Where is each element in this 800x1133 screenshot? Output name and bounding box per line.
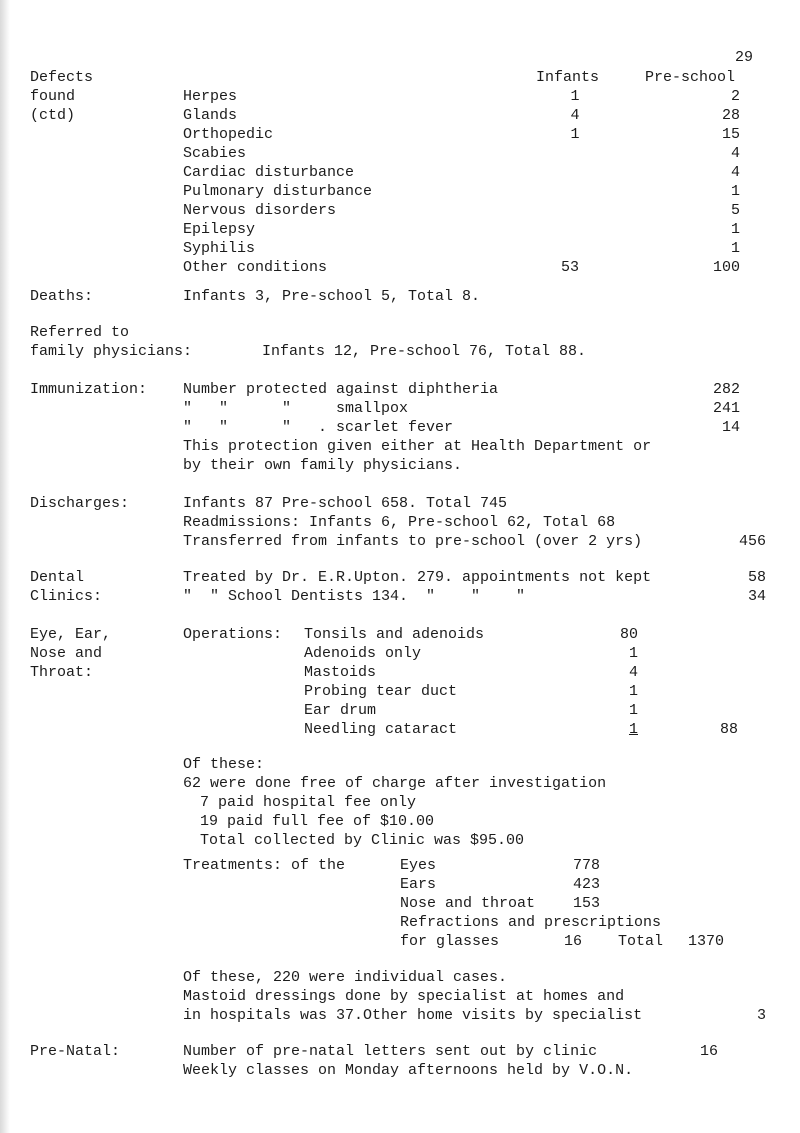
dental-label-line-1: Dental: [30, 569, 85, 586]
column-header-preschool: Pre-school: [645, 69, 736, 86]
defect-row-preschool: 2: [730, 88, 740, 105]
treatment-name: Ears: [400, 876, 437, 893]
referred-label-line-2: family physicians:: [30, 343, 193, 360]
operation-name: Probing tear duct: [304, 683, 458, 700]
operation-name: Adenoids only: [304, 645, 422, 662]
defect-row-label: Orthopedic: [183, 126, 274, 143]
ent-label-line-2: Nose and: [30, 645, 103, 662]
treatment-name: Eyes: [400, 857, 437, 874]
defects-label-line-3: (ctd): [30, 107, 76, 124]
immunization-row-text: " " " smallpox: [183, 400, 409, 417]
ent-label-line-3: Throat:: [30, 664, 94, 681]
deaths-text: Infants 3, Pre-school 5, Total 8.: [183, 288, 481, 305]
referred-label-line-1: Referred to: [30, 324, 130, 341]
defect-row-label: Epilepsy: [183, 221, 256, 238]
defect-row-preschool: 4: [730, 164, 740, 181]
discharges-line-2: Readmissions: Infants 6, Pre-school 62, Total 68: [183, 514, 616, 531]
operation-name: Tonsils and adenoids: [304, 626, 485, 643]
defect-row-label: Glands: [183, 107, 238, 124]
immunization-note-line-1: This protection given either at Health Department or: [183, 438, 652, 455]
defect-row-infants: 1: [570, 126, 580, 143]
referred-text: Infants 12, Pre-school 76, Total 88.: [262, 343, 587, 360]
operation-count: 80: [619, 626, 638, 643]
defect-row-label: Scabies: [183, 145, 247, 162]
operation-name: Ear drum: [304, 702, 377, 719]
dental-line-2: " " School Dentists 134. " " ": [183, 588, 526, 605]
immunization-label: Immunization:: [30, 381, 148, 398]
treatment-value: 153: [572, 895, 600, 912]
operation-count: 1: [628, 645, 638, 662]
refractions-total-label: Total: [618, 933, 664, 950]
prenatal-line-1: Number of pre-natal letters sent out by clinic: [183, 1043, 598, 1060]
mastoid-line-2: in hospitals was 37.Other home visits by specialist: [183, 1007, 643, 1024]
defect-row-infants: 4: [570, 107, 580, 124]
treatment-name: Nose and throat: [400, 895, 536, 912]
scan-edge: [0, 0, 10, 1133]
operation-count: 1: [628, 721, 638, 738]
of-these-line: 62 were done free of charge after investigation: [183, 775, 607, 792]
discharges-label: Discharges:: [30, 495, 130, 512]
column-header-infants: Infants: [536, 69, 600, 86]
defect-row-preschool: 1: [730, 183, 740, 200]
operation-count: 4: [628, 664, 638, 681]
refractions-line-2: for glasses: [400, 933, 500, 950]
operation-name: Mastoids: [304, 664, 377, 681]
defects-label-line-1: Defects: [30, 69, 94, 86]
defect-row-preschool: 5: [730, 202, 740, 219]
operation-name: Needling cataract: [304, 721, 458, 738]
dental-line-1-value: 58: [747, 569, 766, 586]
defect-row-infants: 53: [560, 259, 579, 276]
page-number: 29: [735, 49, 754, 66]
defect-row-preschool: 100: [712, 259, 740, 276]
dental-label-line-2: Clinics:: [30, 588, 103, 605]
defect-row-preschool: 4: [730, 145, 740, 162]
treatment-value: 423: [572, 876, 600, 893]
defect-row-label: Other conditions: [183, 259, 328, 276]
immunization-row-value: 241: [712, 400, 740, 417]
dental-line-2-value: 34: [747, 588, 766, 605]
immunization-row-value: 282: [712, 381, 740, 398]
treatment-value: 778: [572, 857, 600, 874]
refractions-line-1: Refractions and prescriptions: [400, 914, 662, 931]
defect-row-label: Pulmonary disturbance: [183, 183, 373, 200]
dental-line-1: Treated by Dr. E.R.Upton. 279. appointments not kept: [183, 569, 652, 586]
defect-row-infants: 1: [570, 88, 580, 105]
immunization-row-value: 14: [721, 419, 740, 436]
immunization-row-text: Number protected against diphtheria: [183, 381, 499, 398]
of-these-line: 19 paid full fee of $10.00: [200, 813, 435, 830]
defect-row-preschool: 28: [721, 107, 740, 124]
operations-total: 88: [719, 721, 738, 738]
defects-label-line-2: found: [30, 88, 76, 105]
mastoid-line-1: Mastoid dressings done by specialist at homes and: [183, 988, 625, 1005]
refractions-value: 16: [564, 933, 583, 950]
defect-row-preschool: 1: [730, 221, 740, 238]
of-these-line: Total collected by Clinic was $95.00: [200, 832, 525, 849]
defect-row-label: Cardiac disturbance: [183, 164, 355, 181]
discharges-line-1: Infants 87 Pre-school 658. Total 745: [183, 495, 508, 512]
prenatal-line-2: Weekly classes on Monday afternoons held by V.O.N.: [183, 1062, 634, 1079]
refractions-total: 1370: [688, 933, 725, 950]
operation-count: 1: [628, 702, 638, 719]
prenatal-letters-value: 16: [700, 1043, 719, 1060]
defect-row-label: Nervous disorders: [183, 202, 337, 219]
immunization-note-line-2: by their own family physicians.: [183, 457, 463, 474]
deaths-label: Deaths:: [30, 288, 94, 305]
defect-row-preschool: 1: [730, 240, 740, 257]
individual-cases-line: Of these, 220 were individual cases.: [183, 969, 508, 986]
operation-count: 1: [628, 683, 638, 700]
immunization-row-text: " " " . scarlet fever: [183, 419, 454, 436]
defect-row-label: Syphilis: [183, 240, 256, 257]
of-these-line: 7 paid hospital fee only: [200, 794, 417, 811]
discharges-line-3: Transferred from infants to pre-school (over 2 yrs): [183, 533, 643, 550]
discharges-transferred-value: 456: [738, 533, 766, 550]
operations-label: Operations:: [183, 626, 283, 643]
treatments-label: Treatments: of the: [183, 857, 346, 874]
of-these-label: Of these:: [183, 756, 265, 773]
defect-row-label: Herpes: [183, 88, 238, 105]
mastoid-value: 3: [756, 1007, 766, 1024]
defect-row-preschool: 15: [721, 126, 740, 143]
prenatal-label: Pre-Natal:: [30, 1043, 121, 1060]
ent-label-line-1: Eye, Ear,: [30, 626, 112, 643]
